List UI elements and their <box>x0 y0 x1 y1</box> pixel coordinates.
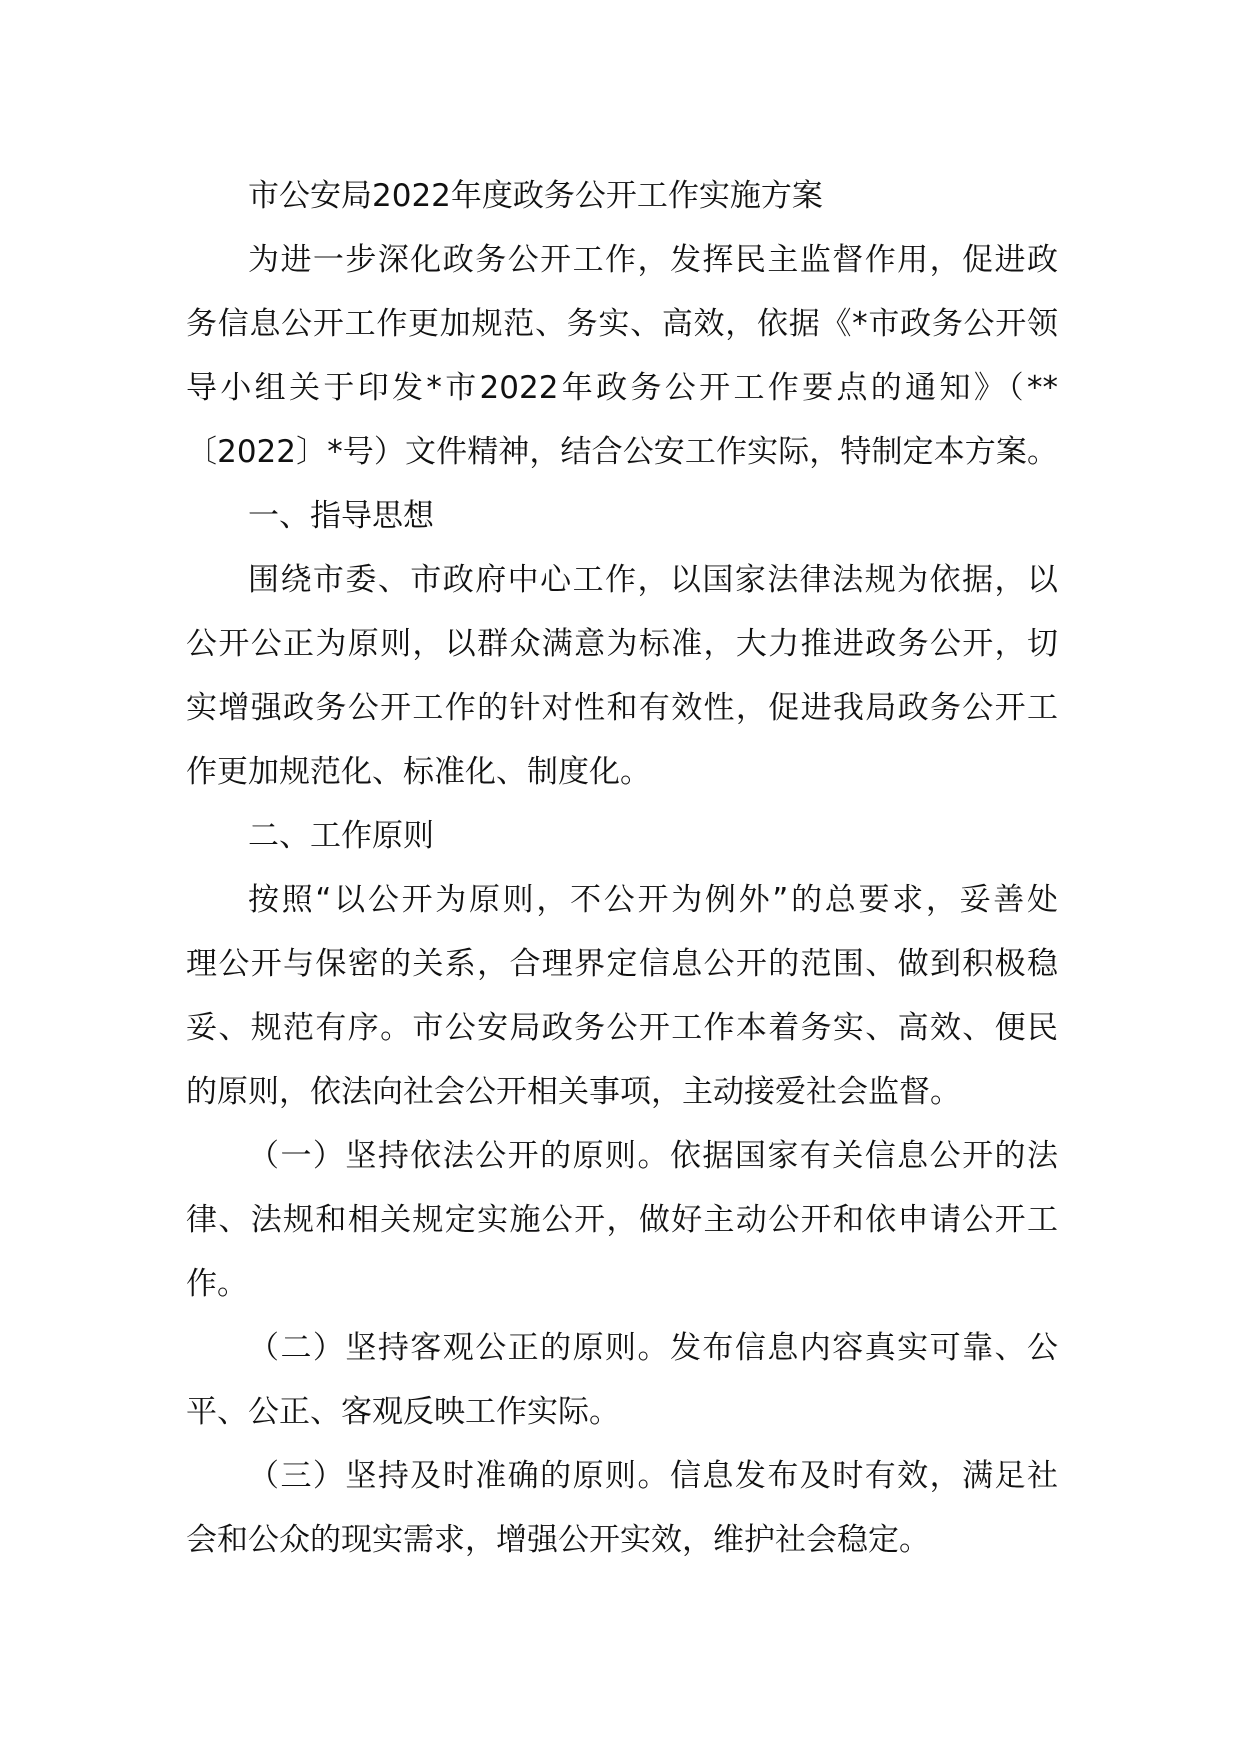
paragraph-line: 会和公众的现实需求，增强公开实效，维护社会稳定。 <box>186 1522 930 1558</box>
paragraph-line: 务信息公开工作更加规范、务实、高效，依据《*市政务公开领 <box>186 306 1058 342</box>
document-body <box>186 164 1058 1572</box>
paragraph-line: 作更加规范化、标准化、制度化。 <box>186 754 651 790</box>
paragraph-line: 律、法规和相关规定实施公开，做好主动公开和依申请公开工 <box>186 1202 1058 1238</box>
paragraph-line: 理公开与保密的关系，合理界定信息公开的范围、做到积极稳 <box>186 946 1058 982</box>
paragraph-line: 按照“以公开为原则，不公开为例外”的总要求，妥善处 <box>248 882 1058 918</box>
section-heading: 一、指导思想 <box>248 498 434 534</box>
paragraph-line: 围绕市委、市政府中心工作，以国家法律法规为依据，以 <box>248 562 1058 598</box>
paragraph-line: 公开公正为原则，以群众满意为标准，大力推进政务公开，切 <box>186 626 1058 662</box>
paragraph-line: 的原则，依法向社会公开相关事项，主动接爱社会监督。 <box>186 1074 961 1110</box>
paragraph-line: （三）坚持及时准确的原则。信息发布及时有效，满足社 <box>248 1458 1058 1494</box>
paragraph-line: （二）坚持客观公正的原则。发布信息内容真实可靠、公 <box>248 1330 1058 1366</box>
paragraph-line: 妥、规范有序。市公安局政务公开工作本着务实、高效、便民 <box>186 1010 1058 1046</box>
paragraph-line: 实增强政务公开工作的针对性和有效性，促进我局政务公开工 <box>186 690 1058 726</box>
section-heading: 二、工作原则 <box>248 818 434 854</box>
paragraph-line: 为进一步深化政务公开工作，发挥民主监督作用，促进政 <box>248 242 1058 278</box>
document-title: 市公安局2022年度政务公开工作实施方案 <box>248 178 823 214</box>
paragraph-line: （一）坚持依法公开的原则。依据国家有关信息公开的法 <box>248 1138 1058 1174</box>
paragraph-line: 〔2022〕*号）文件精神，结合公安工作实际，特制定本方案。 <box>186 434 1058 470</box>
paragraph-line: 作。 <box>186 1266 248 1302</box>
paragraph-line: 平、公正、客观反映工作实际。 <box>186 1394 620 1430</box>
paragraph-line: 导小组关于印发*市2022年政务公开工作要点的通知》（** <box>186 370 1058 406</box>
